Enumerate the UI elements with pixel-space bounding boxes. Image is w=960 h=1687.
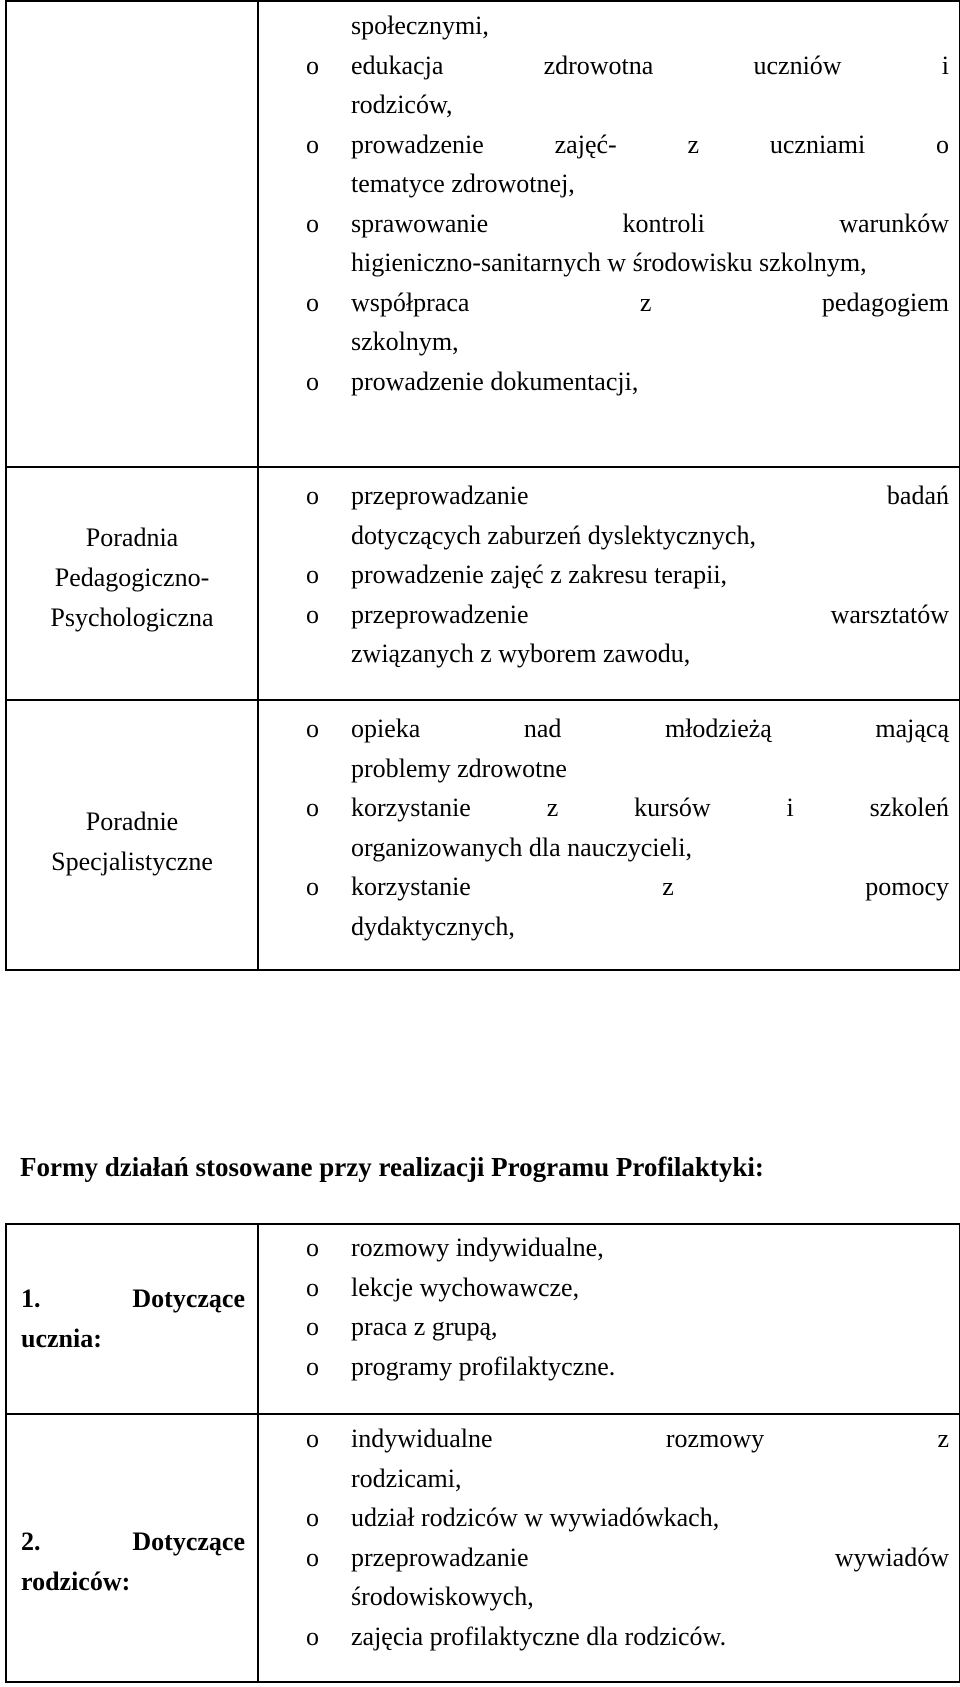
list-item [259, 46, 949, 125]
list-item [259, 125, 949, 204]
list-item-text-cont: rodziców, [351, 90, 453, 119]
list-item-text-cont: środowiskowych, [351, 1582, 534, 1611]
list-item-text: korzystanie z pomocy [351, 872, 949, 901]
institution-name-line: Poradnia [85, 522, 179, 552]
bullet-icon: o [306, 872, 319, 901]
list-item-text: współpraca z pedagogiem [351, 287, 949, 317]
right-cell [258, 1414, 960, 1682]
list-item [259, 867, 949, 946]
institution-name-line: Poradnie [85, 807, 179, 836]
left-cell [6, 1224, 258, 1414]
bullet-icon: o [306, 599, 319, 629]
list-item-text: zajęcia profilaktyczne dla rodziców. [351, 1621, 727, 1651]
list-item [259, 595, 949, 674]
list-item [259, 709, 949, 788]
group-label: 1. Dotyczące ucznia: [21, 1284, 245, 1353]
table-row [6, 700, 960, 970]
bullet-icon: o [306, 1351, 319, 1381]
section-heading: Formy działań stosowane przy realizacji Programu Profilaktyki: [20, 1152, 764, 1182]
list-item-text: opieka nad młodzieżą mającą [351, 714, 949, 743]
list-item-text-cont: higieniczno-sanitarnych w środowisku szkolnym, [351, 248, 867, 277]
right-cell [258, 467, 960, 700]
list-item-text: praca z grupą, [351, 1312, 498, 1341]
bullet-icon: o [306, 366, 319, 396]
bullet-icon: o [306, 1272, 319, 1302]
left-cell [6, 1414, 258, 1682]
institution-name-line: Psychologiczna [50, 602, 214, 632]
list-item [259, 1307, 949, 1347]
list-item [259, 476, 949, 555]
list-item-text: programy profilaktyczne. [351, 1351, 616, 1381]
list-item-text: prowadzenie zajęć z zakresu terapii, [351, 560, 728, 589]
bullet-icon: o [306, 50, 319, 80]
list-item [259, 1347, 949, 1387]
list-item-text: udział rodziców w wywiadówkach, [351, 1503, 720, 1532]
bullet-icon: o [306, 129, 319, 159]
list-item-text-cont: problemy zdrowotne [351, 753, 567, 783]
list-item [259, 1268, 949, 1308]
list-item-text: sprawowanie kontroli warunków [351, 208, 949, 238]
table-row [6, 467, 960, 700]
list-item-text-cont: rodzicami, [351, 1463, 462, 1493]
list-item [259, 1419, 949, 1498]
list-item-text: rozmowy indywidualne, [351, 1233, 604, 1262]
right-cell [258, 1224, 960, 1414]
list-item [259, 1617, 949, 1657]
list-item-text: przeprowadzanie badań [351, 481, 949, 510]
list-item-text: przeprowadzenie warsztatów [351, 599, 949, 629]
bullet-icon: o [306, 1312, 319, 1341]
list-item [259, 1538, 949, 1617]
bullet-icon: o [306, 793, 319, 822]
bullet-icon: o [306, 1542, 319, 1572]
institutions-table [5, 0, 960, 971]
list-item-text-cont: związanych z wyborem zawodu, [351, 639, 691, 668]
list-item [259, 1498, 949, 1538]
bullet-icon: o [306, 1503, 319, 1532]
left-cell [6, 700, 258, 970]
right-cell [258, 700, 960, 970]
list-item [259, 555, 949, 595]
institution-name-line: Pedagogiczno- [54, 562, 210, 592]
list-item [259, 1228, 949, 1268]
bullet-icon: o [306, 1233, 319, 1262]
list-item-text: przeprowadzanie wywiadów [351, 1542, 949, 1572]
institution-name-line: Specjalistyczne [51, 847, 213, 876]
list-item-text: edukacja zdrowotna uczniów i [351, 50, 949, 80]
table-row [6, 1224, 960, 1414]
list-item [259, 283, 949, 362]
left-cell-empty [6, 1, 258, 467]
table-row [6, 1, 960, 467]
bullet-icon: o [306, 287, 319, 317]
list-item-text: prowadzenie zajęć- z uczniami o [351, 129, 949, 159]
bullet-icon: o [306, 714, 319, 743]
bullet-icon: o [306, 1621, 319, 1651]
table-row [6, 1414, 960, 1682]
list-item [259, 204, 949, 283]
list-item [259, 788, 949, 867]
bullet-icon: o [306, 481, 319, 510]
group-label: 2. Dotyczące rodziców: [21, 1527, 245, 1596]
list-item-text-cont: dydaktycznych, [351, 911, 515, 941]
list-item-text-cont: organizowanych dla nauczycieli, [351, 832, 692, 862]
forms-table [5, 1223, 960, 1683]
list-item-text: prowadzenie dokumentacji, [351, 366, 639, 396]
bullet-icon: o [306, 560, 319, 589]
bullet-icon: o [306, 208, 319, 238]
list-item-text: lekcje wychowawcze, [351, 1272, 580, 1302]
list-item-text-cont: dotyczących zaburzeń dyslektycznych, [351, 520, 756, 550]
right-cell [258, 1, 960, 467]
list-item-text-cont: tematyce zdrowotnej, [351, 169, 575, 198]
list-item-text: korzystanie z kursów i szkoleń [351, 793, 949, 822]
list-item [259, 362, 949, 402]
list-item-text: indywidualne rozmowy z [351, 1424, 949, 1453]
list-item-continuation: społecznymi, [351, 11, 489, 40]
left-cell [6, 467, 258, 700]
list-item-text-cont: szkolnym, [351, 327, 459, 356]
bullet-icon: o [306, 1424, 319, 1453]
